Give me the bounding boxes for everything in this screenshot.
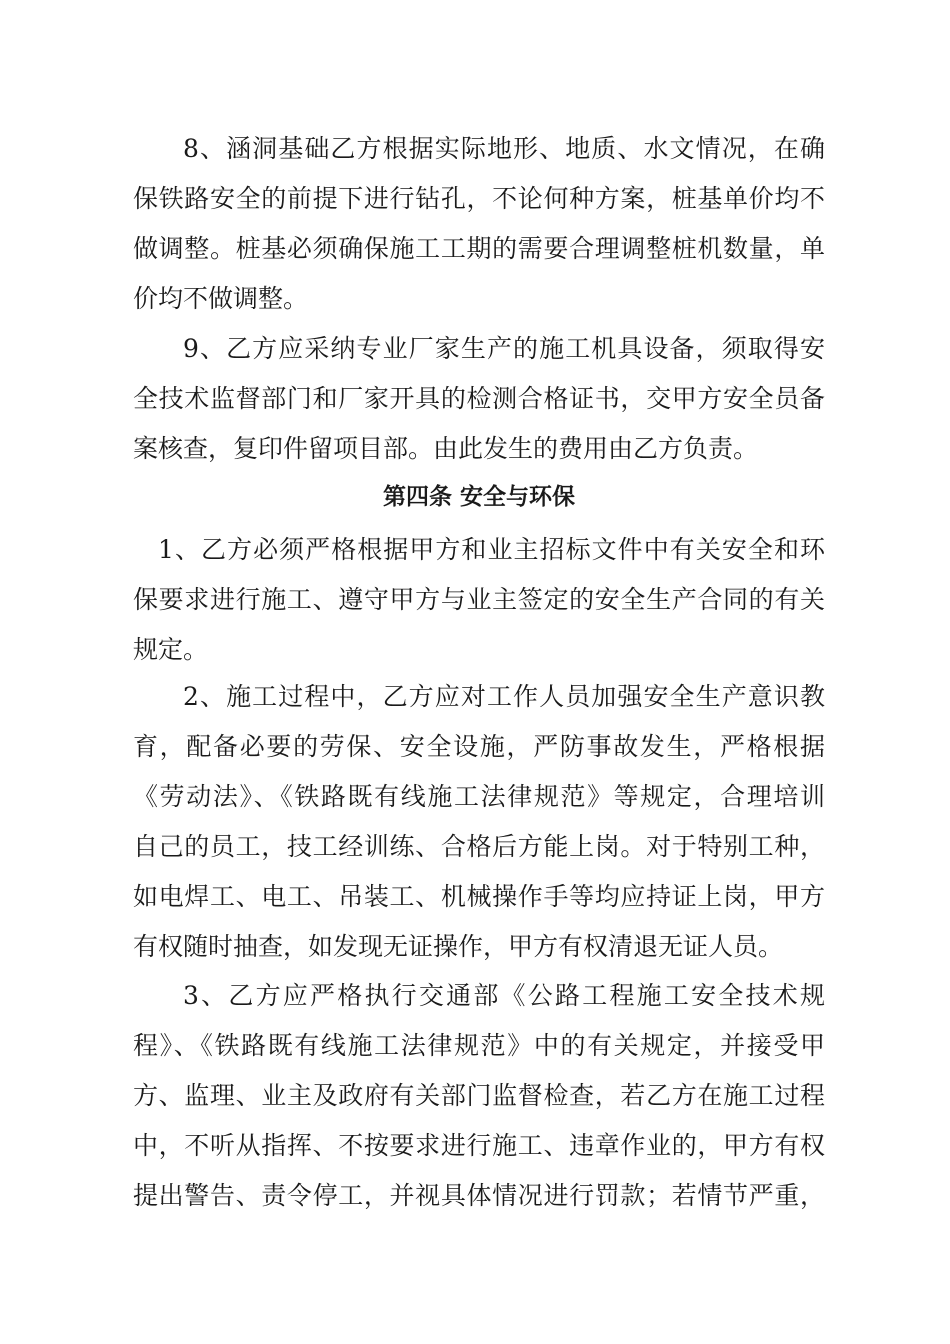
text-line: 规定。: [133, 635, 209, 664]
paragraph-section-1: [133, 525, 825, 675]
section-heading: 第四条 安全与环保: [382, 484, 575, 510]
text-line: 中，不听从指挥、不按要求进行施工、违章作业的，甲方有权: [133, 1131, 825, 1160]
text-line: 价均不做调整。: [133, 284, 309, 313]
text-line: 自己的员工，技工经训练、合格后方能上岗。对于特别工种，: [133, 832, 825, 861]
text-line: 有权随时抽查，如发现无证操作，甲方有权清退无证人员。: [133, 932, 784, 961]
text-line: 保要求进行施工、遵守甲方与业主签定的安全生产合同的有关: [133, 585, 825, 614]
text-line: 育，配备必要的劳保、安全设施，严防事故发生，严格根据: [133, 732, 825, 761]
text-line: 程》、《铁路既有线施工法律规范》中的有关规定，并接受甲: [133, 1031, 825, 1060]
text-line: 方、监理、业主及政府有关部门监督检查，若乙方在施工过程: [133, 1081, 825, 1110]
paragraph-section-2: [133, 672, 825, 972]
text-line: 2、施工过程中，乙方应对工作人员加强安全生产意识教: [183, 682, 825, 711]
text-line: 做调整。桩基必须确保施工工期的需要合理调整桩机数量，单: [133, 234, 825, 263]
text-line: 1、乙方必须严格根据甲方和业主招标文件中有关安全和环: [158, 535, 825, 564]
text-line: 保铁路安全的前提下进行钻孔，不论何种方案，桩基单价均不: [133, 184, 825, 213]
paragraph-item-8: [133, 124, 825, 324]
text-line: 9、乙方应采纳专业厂家生产的施工机具设备，须取得安: [183, 334, 825, 363]
text-line: 3、乙方应严格执行交通部《公路工程施工安全技术规: [183, 981, 825, 1010]
text-line: 8、涵洞基础乙方根据实际地形、地质、水文情况，在确: [183, 134, 825, 163]
text-line: 案核查，复印件留项目部。由此发生的费用由乙方负责。: [133, 434, 759, 463]
text-line: 《劳动法》、《铁路既有线施工法律规范》等规定，合理培训: [133, 782, 825, 811]
text-line: 全技术监督部门和厂家开具的检测合格证书，交甲方安全员备: [133, 384, 825, 413]
text-line: 如电焊工、电工、吊装工、机械操作手等均应持证上岗，甲方: [133, 882, 825, 911]
text-line: 提出警告、责令停工，并视具体情况进行罚款；若情节严重，: [133, 1181, 825, 1210]
paragraph-item-9: [133, 324, 825, 474]
paragraph-section-3: [133, 971, 825, 1221]
